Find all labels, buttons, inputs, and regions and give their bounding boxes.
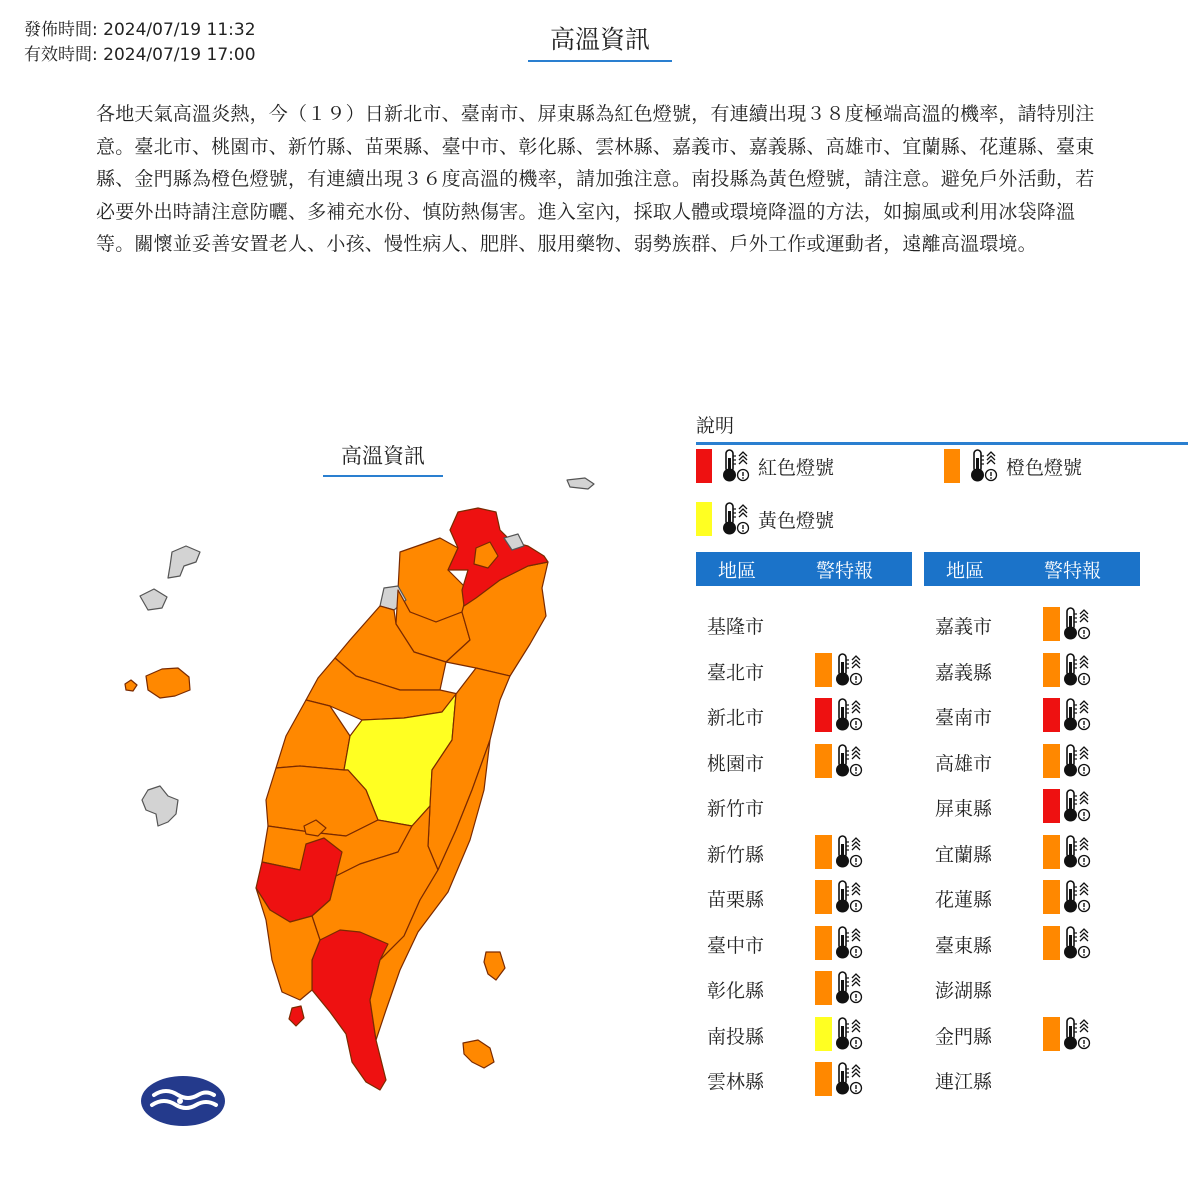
region-name: 臺北市 (707, 661, 765, 684)
legend-swatch-yellow (696, 502, 712, 536)
warning-swatch-red (815, 698, 832, 732)
region-name: 雲林縣 (707, 1071, 765, 1093)
thermometer-warning-icon (1061, 743, 1093, 779)
island-matsu-2 (168, 546, 200, 578)
warning-swatch-red (1043, 698, 1060, 732)
region-name: 嘉義縣 (935, 661, 993, 684)
legend-item-yellow (696, 501, 834, 537)
warning-swatch-orange (1043, 880, 1060, 914)
warning-swatch-orange (1043, 744, 1060, 778)
warning-swatch-orange (1043, 1017, 1060, 1051)
col-warning-label: 警特報 (1044, 559, 1102, 582)
thermometer-warning-icon (833, 925, 865, 961)
island-kinmen-small (125, 680, 137, 691)
warning-swatch-orange (815, 880, 832, 914)
warning-swatch-orange (1043, 653, 1060, 687)
region-name: 嘉義市 (935, 616, 993, 638)
warning-swatch-orange (815, 971, 832, 1005)
warning-swatch-yellow (815, 1017, 832, 1051)
thermometer-warning-icon (833, 879, 865, 915)
legend-label: 紅色燈號 (758, 456, 835, 479)
table-header-right (924, 552, 1140, 586)
region-name: 花蓮縣 (935, 889, 993, 911)
valid-time: 有效時間: 2024/07/19 17:00 (24, 45, 256, 65)
thermometer-warning-icon (1061, 788, 1093, 824)
col-region-label: 地區 (946, 559, 985, 582)
region-name: 金門縣 (935, 1025, 993, 1048)
region-name: 基隆市 (707, 616, 765, 638)
island-orchid (463, 1040, 494, 1068)
island-liuqiu (289, 1006, 304, 1026)
warning-description: 各地天氣高溫炎熱，今（１９）日新北市、臺南市、屏東縣為紅色燈號，有連續出現３８度極端高溫的機率，請特別注意。臺北市、桃園市、新竹縣、苗栗縣、臺中市、彰化縣、雲林縣、嘉義市、嘉義縣、高雄市、宜蘭縣、花蓮縣、臺東縣、金門縣為橙色燈號，有連續出現３６度高溫的機率，請加強注意。南投縣為黃色燈號，請注意。避免戶外活動，若必要外出時請注意防曬、多補充水份、慎防熱傷害。進入室內，採取人體或環境降溫的方法，如搧風或利用冰袋降溫等。關懷並妥善安置老人、小孩、慢性病人、肥胖、服用藥物、弱勢族群、戶外工作或運動者，遠離高溫環境。 (96, 103, 1095, 255)
region-name: 臺中市 (707, 934, 765, 957)
thermometer-warning-icon (720, 448, 752, 484)
thermometer-warning-icon (1061, 925, 1093, 961)
thermometer-warning-icon (833, 834, 865, 870)
region-name: 屏東縣 (935, 798, 993, 820)
legend-label: 黃色燈號 (758, 509, 835, 532)
region-name: 連江縣 (935, 1071, 993, 1093)
region-name: 宜蘭縣 (935, 843, 993, 866)
legend-swatch-red (696, 449, 712, 483)
warning-swatch-orange (815, 835, 832, 869)
warning-swatch-red (1043, 789, 1060, 823)
region-name: 桃園市 (707, 752, 765, 775)
thermometer-warning-icon (833, 697, 865, 733)
table-header-left (696, 552, 912, 586)
legend-label: 橙色燈號 (1006, 456, 1083, 479)
thermometer-warning-icon (1061, 606, 1093, 642)
island-matsu (567, 478, 594, 489)
issue-info (24, 18, 256, 68)
thermometer-warning-icon (1061, 834, 1093, 870)
island-penghu (142, 786, 178, 826)
cwa-logo-icon (140, 1075, 226, 1127)
thermometer-warning-icon (1061, 697, 1093, 733)
thermometer-warning-icon (833, 652, 865, 688)
legend-swatch-orange (944, 449, 960, 483)
thermometer-warning-icon (720, 501, 752, 537)
legend-title: 說明 (696, 411, 1188, 445)
taiwan-heat-map (100, 430, 620, 1150)
region-name: 新北市 (707, 707, 765, 729)
region-name: 新竹市 (707, 798, 765, 820)
issue-time: 發佈時間: 2024/07/19 11:32 (24, 20, 256, 40)
col-region-label: 地區 (718, 559, 757, 582)
warning-swatch-orange (815, 653, 832, 687)
map-title: 高溫資訊 (323, 440, 443, 477)
thermometer-warning-icon (1061, 879, 1093, 915)
region-name: 新竹縣 (707, 843, 765, 866)
warning-swatch-orange (815, 926, 832, 960)
legend-item-red (696, 448, 834, 484)
warning-swatch-orange (1043, 926, 1060, 960)
region-name: 臺南市 (935, 707, 993, 729)
warning-swatch-orange (1043, 835, 1060, 869)
thermometer-warning-icon (1061, 1016, 1093, 1052)
region-name: 高雄市 (935, 752, 993, 775)
island-green (484, 952, 505, 980)
thermometer-warning-icon (968, 448, 1000, 484)
island-matsu-3 (140, 589, 167, 610)
region-name: 南投縣 (707, 1025, 765, 1048)
region-name: 苗栗縣 (707, 889, 765, 911)
region-name: 彰化縣 (707, 980, 765, 1002)
thermometer-warning-icon (1061, 652, 1093, 688)
island-kinmen (146, 668, 190, 698)
legend-item-orange (944, 448, 1082, 484)
warning-swatch-orange (815, 744, 832, 778)
warning-swatch-orange (1043, 607, 1060, 641)
region-name: 臺東縣 (935, 934, 993, 957)
page-title: 高溫資訊 (528, 20, 672, 62)
thermometer-warning-icon (833, 1061, 865, 1097)
thermometer-warning-icon (833, 743, 865, 779)
warning-swatch-orange (815, 1062, 832, 1096)
region-name: 澎湖縣 (935, 980, 993, 1002)
thermometer-warning-icon (833, 970, 865, 1006)
thermometer-warning-icon (833, 1016, 865, 1052)
col-warning-label: 警特報 (816, 559, 874, 582)
